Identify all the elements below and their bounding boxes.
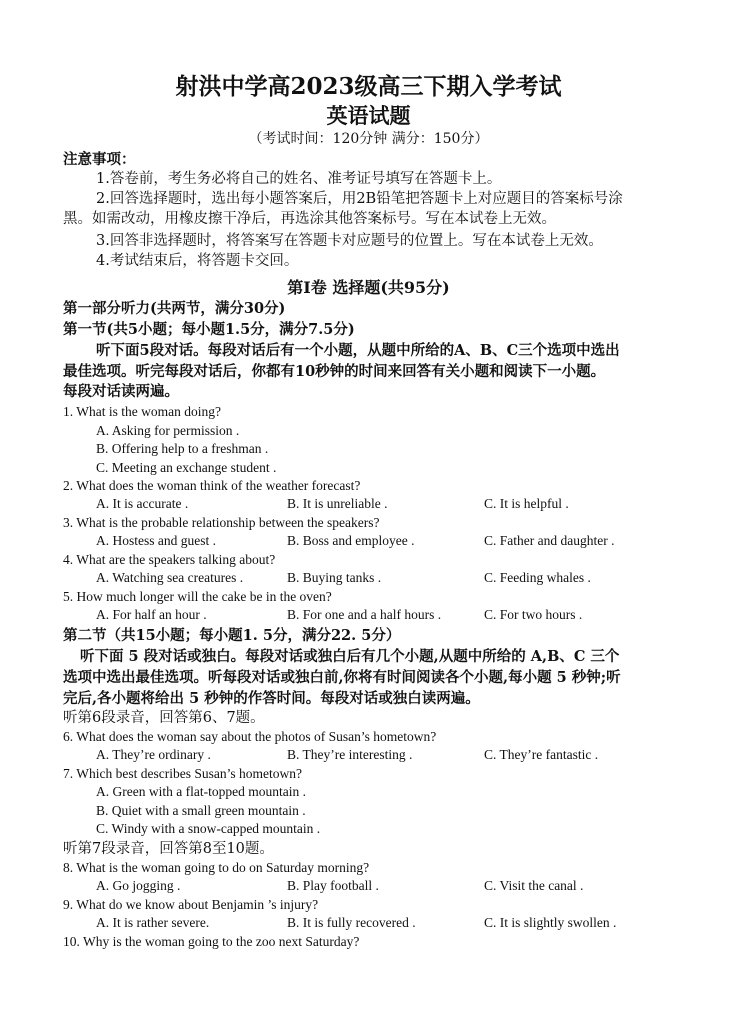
subject-title: 英语试题 (326, 103, 411, 128)
option-a: A. Asking for permission . (96, 423, 240, 438)
question-1: 1. What is the woman doing? (63, 404, 221, 419)
option-a: A. They’re ordinary . (96, 747, 211, 762)
section1-instruction: 最佳选项。听完每段对话后，你都有10秒钟的时间来回答有关小题和阅读下一小题。 (63, 363, 606, 380)
option-a: A. It is rather severe. (96, 915, 210, 930)
option-b: B. It is fully recovered . (287, 915, 416, 930)
question-9: 9. What do we know about Benjamin ’s injury? (63, 897, 319, 912)
option-a: A. For half an hour . (96, 607, 207, 622)
option-a: A. Go jogging . (96, 878, 181, 893)
option-b: B. It is unreliable . (287, 496, 388, 511)
option-c: C. Windy with a snow-capped mountain . (96, 821, 321, 836)
note-item: 3.回答非选择题时，将答案写在答题卡对应题号的位置上。写在本试卷上无效。 (96, 233, 603, 249)
question-3: 3. What is the probable relationship between the speakers? (63, 515, 380, 530)
exam-info: （考试时间：120分钟 满分：150分） (248, 131, 489, 147)
question-10: 10. Why is the woman going to the zoo next Saturday? (63, 934, 360, 949)
question-2: 2. What does the woman think of the weather forecast? (63, 478, 361, 493)
option-c: C. They’re fantastic . (484, 747, 599, 762)
question-4: 4. What are the speakers talking about? (63, 552, 276, 567)
question-6: 6. What does the woman say about the photos of Susan’s hometown? (63, 729, 437, 744)
option-a: A. Watching sea creatures . (96, 570, 244, 585)
note-item: 4.考试结束后，将答题卡交回。 (96, 253, 299, 269)
option-b: B. For one and a half hours . (287, 607, 442, 622)
question-7: 7. Which best describes Susan’s hometown? (63, 766, 302, 781)
note-item: 2.回答选择题时，选出每小题答案后，用2B铅笔把答题卡上对应题目的答案标号涂 (96, 191, 623, 207)
section1-heading: 第一节(共5小题；每小题1.5分，满分7.5分) (63, 321, 355, 338)
option-a: A. It is accurate . (96, 496, 189, 511)
section2-instruction: 完后,各小题将给出 5 秒钟的作答时间。每段对话或独白读两遍。 (63, 690, 480, 707)
notes-heading: 注意事项： (63, 151, 136, 168)
option-c: C. Feeding whales . (484, 570, 591, 585)
note-item: 黑。如需改动，用橡皮擦干净后，再选涂其他答案标号。写在本试卷上无效。 (63, 211, 556, 227)
school-title: 射洪中学高2023级高三下期入学考试 (175, 73, 562, 100)
section1-instruction: 每段对话读两遍。 (63, 383, 179, 400)
question-5: 5. How much longer will the cake be in the oven? (63, 589, 332, 604)
volume-heading: 第I卷 选择题(共95分) (287, 278, 450, 297)
option-b: B. Quiet with a small green mountain . (96, 803, 306, 818)
option-c: C. Visit the canal . (484, 878, 584, 893)
section2-heading: 第二节（共15小题；每小题1. 5分，满分22. 5分） (63, 627, 401, 644)
option-c: C. It is helpful . (484, 496, 569, 511)
option-c: C. Father and daughter . (484, 533, 615, 548)
section2-instruction: 听下面 5 段对话或独白。每段对话或独白后有几个小题,从题中所给的 A,B、C 三个 (80, 648, 620, 665)
section2-instruction: 选项中选出最佳选项。听每段对话或独白前,你将有时间阅读各个小题,每小题 5 秒钟;听 (63, 669, 621, 686)
option-b: B. Offering help to a freshman . (96, 441, 269, 456)
option-a: A. Green with a flat-topped mountain . (96, 784, 306, 799)
option-b: B. Play football . (287, 878, 379, 893)
question-8: 8. What is the woman going to do on Saturday morning? (63, 860, 370, 875)
segment-7-heading: 听第7段录音，回答第8至10题。 (63, 841, 274, 857)
option-b: B. They’re interesting . (287, 747, 413, 762)
option-c: C. For two hours . (484, 607, 583, 622)
option-a: A. Hostess and guest . (96, 533, 216, 548)
option-c: C. It is slightly swollen . (484, 915, 617, 930)
note-item: 1.答卷前，考生务必将自己的姓名、准考证号填写在答题卡上。 (96, 171, 502, 187)
option-b: B. Buying tanks . (287, 570, 382, 585)
part1-heading: 第一部分听力(共两节，满分30分) (63, 300, 286, 317)
segment-6-heading: 听第6段录音，回答第6、7题。 (63, 710, 265, 726)
section1-instruction: 听下面5段对话。每段对话后有一个小题，从题中所给的A、B、C三个选项中选出 (96, 342, 620, 359)
option-c: C. Meeting an exchange student . (96, 460, 277, 475)
option-b: B. Boss and employee . (287, 533, 415, 548)
